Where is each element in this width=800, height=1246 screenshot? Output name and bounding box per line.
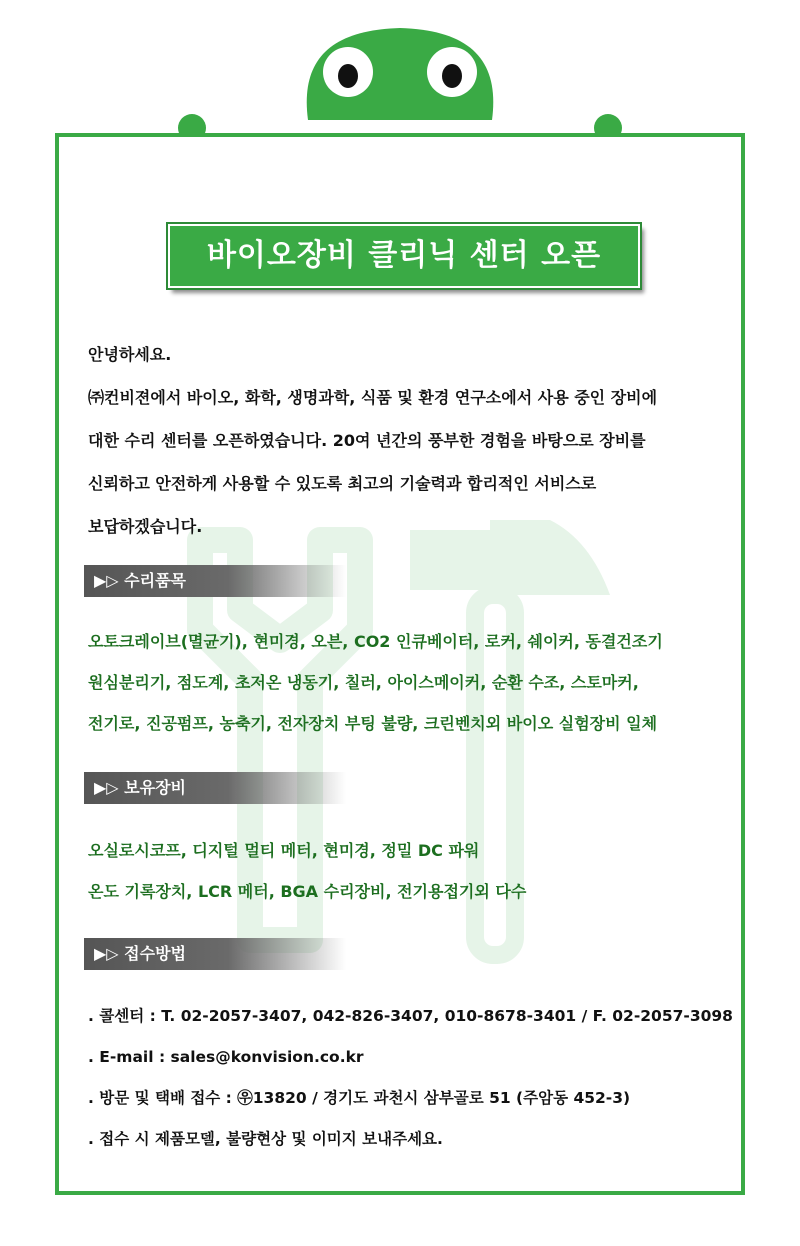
intro-line: 안녕하세요. [88, 345, 172, 364]
repair-items-list [88, 621, 748, 744]
contact-address: . 방문 및 택배 접수 : ㉾13820 / 경기도 과천시 삼부골로 51 (주암동 452-3) [88, 1089, 631, 1107]
equipment-list [88, 830, 748, 912]
list-item: 오토크레이브(멸균기), 현미경, 오븐, CO2 인큐베이터, 로커, 쉐이커, 동결건조기 [88, 632, 663, 651]
list-item: 원심분리기, 점도계, 초저온 냉동기, 칠러, 아이스메이커, 순환 수조, 스토마커, [88, 673, 639, 692]
section-heading-reception: ▶▷ 접수방법 [84, 938, 346, 970]
intro-line: 신뢰하고 안전하게 사용할 수 있도록 최고의 기술력과 합리적인 서비스로 [88, 474, 597, 493]
contact-note: . 접수 시 제품모델, 불량현상 및 이미지 보내주세요. [88, 1130, 443, 1148]
list-item: 전기로, 진공펌프, 농축기, 전자장치 부팅 불량, 크린벤치외 바이오 실험장비 일체 [88, 714, 658, 733]
contact-email[interactable]: . E-mail : sales@konvision.co.kr [88, 1048, 364, 1066]
contact-phone: . 콜센터 : T. 02-2057-3407, 042-826-3407, 010-8678-3401 / F. 02-2057-3098 [88, 1007, 733, 1025]
list-item: 오실로시코프, 디지털 멀티 메터, 현미경, 정밀 DC 파워 [88, 841, 480, 860]
intro-text [88, 333, 738, 548]
section-heading-equipment: ▶▷ 보유장비 [84, 772, 346, 804]
intro-line: 보답하겠습니다. [88, 517, 203, 536]
list-item: 온도 기록장치, LCR 메터, BGA 수리장비, 전기용접기외 다수 [88, 882, 527, 901]
page-title: 바이오장비 클리닉 센터 오픈 [168, 224, 640, 288]
reception-list [88, 996, 748, 1160]
intro-line: 대한 수리 센터를 오픈하였습니다. 20여 년간의 풍부한 경험을 바탕으로 장비를 [88, 431, 646, 450]
section-heading-repair: ▶▷ 수리품목 [84, 565, 346, 597]
intro-line: ㈜컨비젼에서 바이오, 화학, 생명과학, 식품 및 환경 연구소에서 사용 중인 장비에 [88, 388, 658, 407]
